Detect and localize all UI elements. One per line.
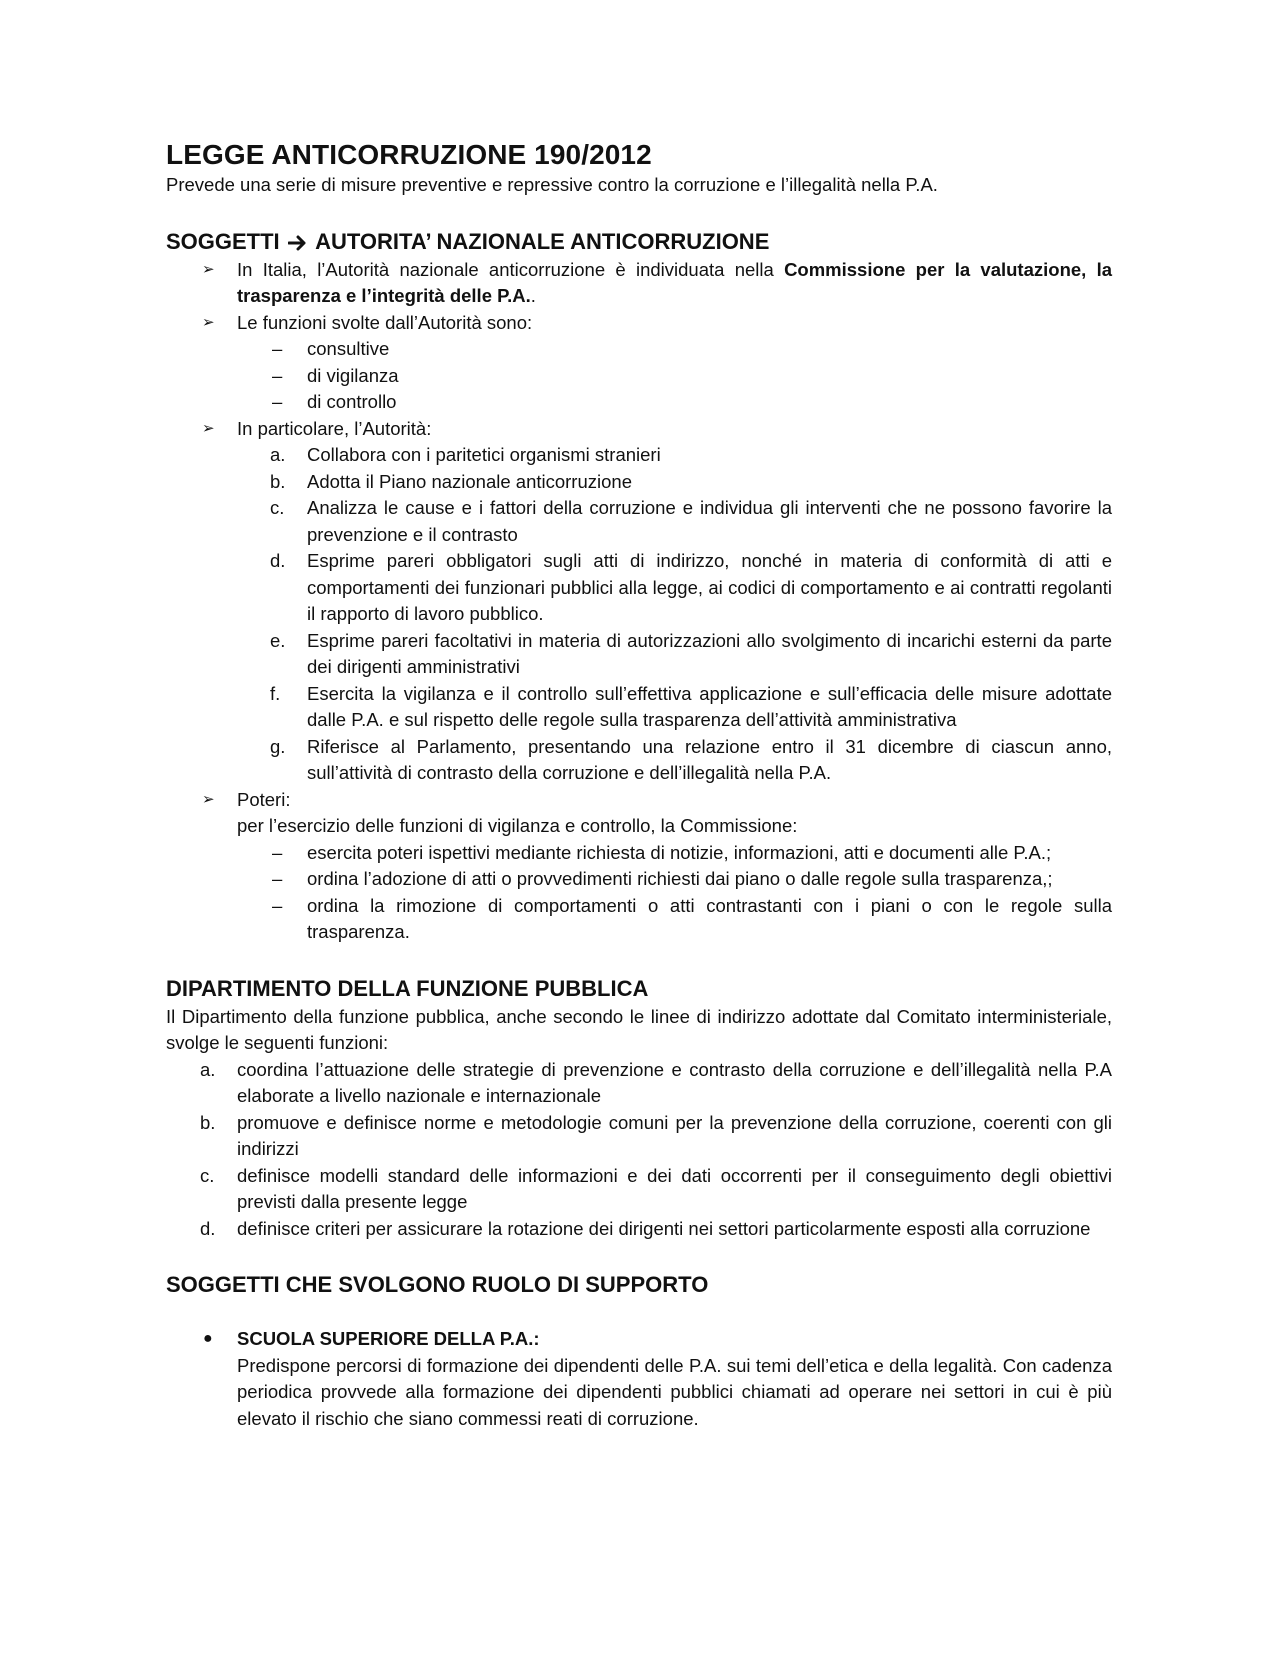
dash-marker: – (272, 894, 283, 916)
duty-text: Analizza le cause e i fattori della corruzione e individua gli interventi che ne possono favorire la prevenzione e il contrasto (307, 497, 1112, 545)
list-marker: e. (270, 629, 286, 651)
duty-text: Collabora con i paritetici organismi stranieri (307, 444, 661, 465)
department-intro: Il Dipartimento della funzione pubblica, anche secondo le linee di indirizzo adottate dal Comitato interministeriale, svolge le seguenti funzioni: (166, 1005, 1112, 1053)
document-title: LEGGE ANTICORRUZIONE 190/2012 (166, 139, 652, 170)
sub-list-item (166, 893, 1112, 946)
list-marker: a. (270, 444, 286, 465)
sub-list-item (166, 866, 1112, 893)
list-marker: d. (270, 550, 286, 571)
dash-marker: – (272, 364, 283, 386)
function-text: consultive (307, 338, 390, 359)
duty-item (166, 469, 1112, 496)
duty-text: Adotta il Piano nazionale anticorruzione (307, 470, 632, 492)
list-marker: c. (270, 497, 285, 518)
dash-marker: – (272, 868, 283, 889)
duty-text: Esprime pareri obbligatori sugli atti di indirizzo, nonché in materia di conformità di atti e comportamenti dei funzionari pubblici alla legge, ai codici di comportamento e ai contratti regolanti il rapporto di lavoro pubblico. (307, 550, 1112, 624)
list-item (166, 416, 1112, 443)
list-item (166, 257, 1112, 310)
list-marker: a. (200, 1058, 216, 1080)
item-bold-text: Commissione per la valutazione, la trasparenza e l’integrità delle P.A. (237, 258, 1112, 306)
arrowhead-bullet-icon: ➢ (202, 260, 215, 278)
function-text: di controllo (307, 391, 397, 412)
item-text: In Italia, l’Autorità nazionale anticorruzione è individuata nella (237, 258, 785, 280)
department-item-text: definisce modelli standard delle informazioni e dei dati occorrenti per il conseguimento degli obiettivi previsti dalla presente legge (237, 1164, 1112, 1212)
support-text: Predispone percorsi di formazione dei dipendenti delle P.A. sui temi dell’etica e della legalità. Con cadenza periodica provvede alla formazione dei dipendenti pubblici chiamati ad operare nei settori in cui è più elevato il rischio che siano commessi reati di corruzione. (237, 1354, 1112, 1429)
arrowhead-bullet-icon: ➢ (202, 313, 215, 331)
item-text: Le funzioni svolte dall’Autorità sono: (237, 311, 533, 333)
duty-item (166, 734, 1112, 787)
sub-list-item (166, 336, 1112, 363)
right-arrow-icon (288, 234, 308, 252)
section-heading-support: SOGGETTI CHE SVOLGONO RUOLO DI SUPPORTO (166, 1272, 709, 1297)
item-text: Poteri: (237, 788, 291, 810)
power-text: esercita poteri ispettivi mediante richiesta di notizie, informazioni, atti e documenti alle P.A.; (307, 841, 1052, 863)
duty-item (166, 495, 1112, 548)
powers-intro: per l’esercizio delle funzioni di vigilanza e controllo, la Commissione: (237, 815, 798, 836)
section-heading-department: DIPARTIMENTO DELLA FUNZIONE PUBBLICA (166, 975, 649, 1001)
list-marker: b. (200, 1111, 216, 1133)
arrowhead-bullet-icon: ➢ (202, 790, 215, 808)
sub-list-item (166, 363, 1112, 390)
dash-marker: – (272, 338, 283, 359)
black-dot-bullet: ● (203, 1330, 213, 1347)
heading-left: SOGGETTI (166, 228, 280, 254)
list-marker: d. (200, 1217, 216, 1239)
duty-item (166, 628, 1112, 681)
duty-text: Riferisce al Parlamento, presentando una relazione entro il 31 dicembre di ciascun anno, sull’attività di contrasto della corruzione e dell’illegalità nella P.A. (307, 735, 1112, 783)
department-item (166, 1110, 1112, 1163)
dash-marker: – (272, 841, 283, 863)
dash-marker: – (272, 391, 283, 412)
sub-list-item (166, 389, 1112, 416)
list-marker: c. (200, 1164, 215, 1186)
list-marker: g. (270, 735, 286, 757)
department-item-text: coordina l’attuazione delle strategie di prevenzione e contrasto della corruzione e dell’illegalità nella P.A elaborate a livello nazionale e internazionale (237, 1058, 1112, 1106)
list-marker: b. (270, 470, 286, 492)
duty-text: Esprime pareri facoltativi in materia di autorizzazioni allo svolgimento di incarichi esterni da parte dei dirigenti amministrativi (307, 629, 1112, 677)
department-item-text: promuove e definisce norme e metodologie comuni per la prevenzione della corruzione, coerenti con gli indirizzi (237, 1111, 1112, 1159)
support-item (166, 1326, 1112, 1432)
duty-item (166, 442, 1112, 469)
item-text: In particolare, l’Autorità: (237, 417, 432, 439)
department-item (166, 1216, 1112, 1243)
function-text: di vigilanza (307, 364, 399, 386)
duty-item (166, 548, 1112, 628)
heading-right: AUTORITA’ NAZIONALE ANTICORRUZIONE (315, 228, 770, 254)
department-item (166, 1057, 1112, 1110)
duty-item (166, 681, 1112, 734)
arrowhead-bullet-icon: ➢ (202, 419, 215, 437)
list-marker: f. (270, 682, 281, 704)
support-title: SCUOLA SUPERIORE DELLA P.A.: (237, 1328, 540, 1349)
item-end: . (530, 285, 536, 306)
document-subtitle: Prevede una serie di misure preventive e repressive contro la corruzione e l’illegalità nella P.A. (166, 174, 938, 195)
section-heading-authority (166, 227, 1112, 257)
department-item (166, 1163, 1112, 1216)
list-item (166, 310, 1112, 337)
department-item-text: definisce criteri per assicurare la rotazione dei dirigenti nei settori particolarmente esposti alla corruzione (237, 1217, 1091, 1239)
power-text: ordina la rimozione di comportamenti o atti contrastanti con i piani o con le regole sulla trasparenza. (307, 894, 1112, 942)
duty-text: Esercita la vigilanza e il controllo sull’effettiva applicazione e sull’efficacia delle misure adottate dalle P.A. e sul rispetto delle regole sulla trasparenza dell’attività amministrativa (307, 682, 1112, 730)
list-item (166, 787, 1112, 814)
document-page (166, 138, 1112, 1432)
sub-list-item (166, 840, 1112, 867)
power-text: ordina l’adozione di atti o provvedimenti richiesti dai piano o dalle regole sulla trasparenza,; (307, 868, 1053, 889)
